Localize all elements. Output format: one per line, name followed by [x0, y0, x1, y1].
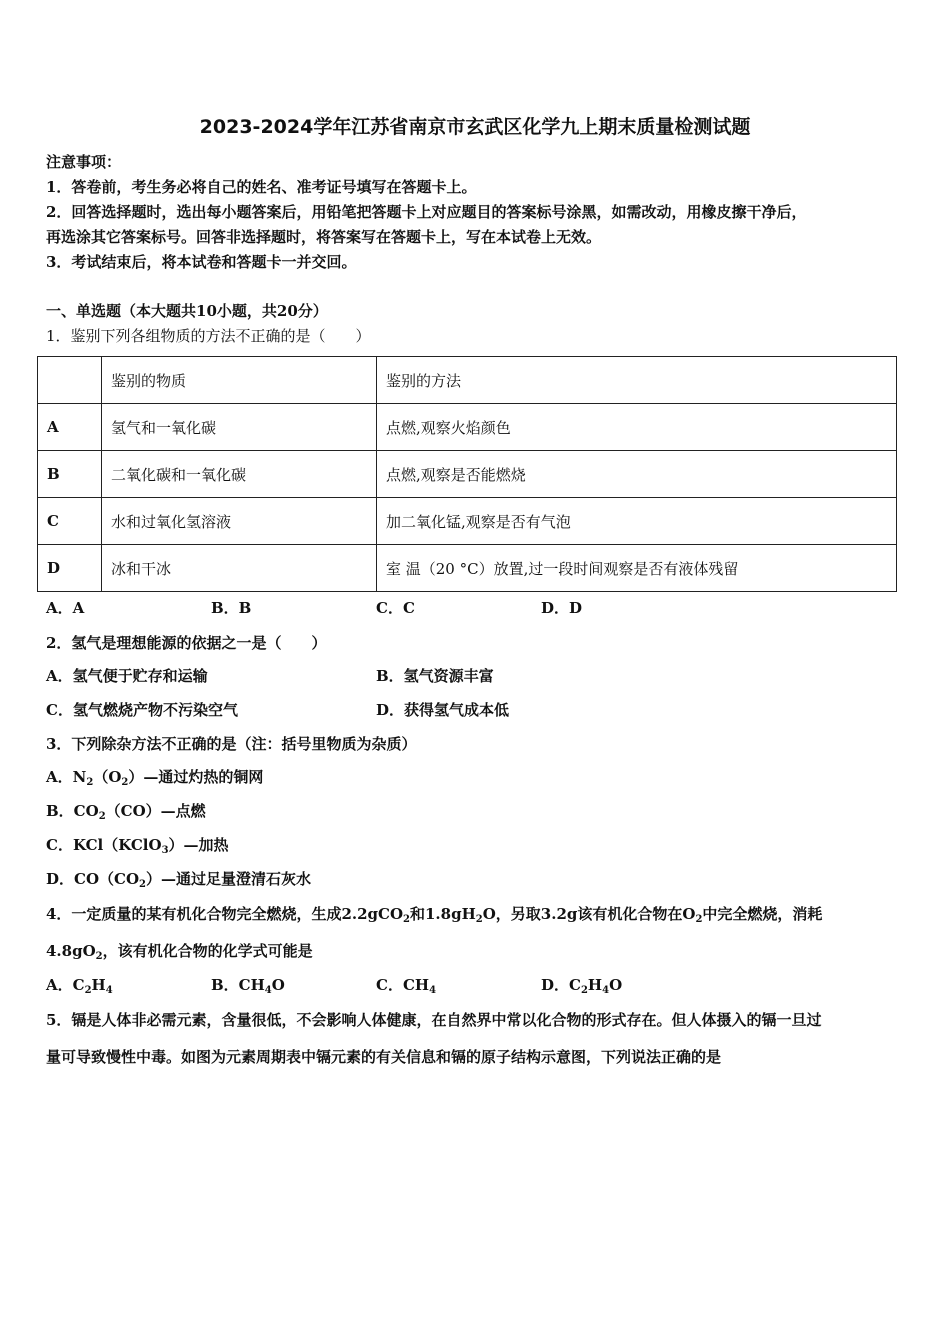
subscript: 2 [695, 914, 703, 925]
question-5-stem-line1: 5．镉是人体非必需元素，含量很低，不会影响人体健康，在自然界中常以化合物的形式存在。但人体摄入的镉一旦过 [46, 1011, 822, 1029]
table-cell [38, 357, 102, 404]
subscript: 2 [403, 914, 410, 925]
q3-option-b[interactable] [46, 801, 206, 821]
table-header-cell: 鉴别的方法 [377, 357, 897, 404]
formula-text: （O [93, 768, 122, 786]
table-cell: C [38, 498, 102, 545]
page-title: 2023-2024学年江苏省南京市玄武区化学九上期末质量检测试题 [199, 116, 751, 138]
subscript: 2 [139, 879, 146, 890]
question-3-stem: 3．下列除杂方法不正确的是（注：括号里物质为杂质） [46, 735, 417, 753]
table-row [38, 545, 897, 592]
table-row [38, 498, 897, 545]
subscript: 3 [161, 845, 169, 856]
formula-text: ）—通过足量澄清石灰水 [146, 870, 312, 888]
table-cell: 室 温（20 °C）放置,过一段时间观察是否有液体残留 [377, 545, 897, 592]
table-cell: 二氧化碳和一氧化碳 [102, 451, 377, 498]
stem-text: 和1.8gH [410, 905, 476, 923]
table-header-cell: 鉴别的物质 [102, 357, 377, 404]
q3-option-a[interactable] [46, 767, 263, 787]
subscript: 2 [86, 777, 94, 788]
subscript: 4 [602, 985, 610, 996]
formula-text: H [587, 976, 603, 994]
formula-text: O [271, 976, 285, 994]
notice-item: 1．答卷前，考生务必将自己的姓名、准考证号填写在答题卡上。 [46, 178, 477, 196]
formula-text: D．C [541, 976, 581, 994]
stem-text: 中完全燃烧，消耗 [702, 905, 823, 923]
question-1-stem: 1．鉴别下列各组物质的方法不正确的是（ ） [46, 327, 371, 345]
q2-option-b[interactable]: B．氢气资源丰富 [376, 667, 494, 685]
table-cell: 点燃,观察是否能燃烧 [377, 451, 897, 498]
formula-text: A．N [46, 768, 87, 786]
q2-option-c[interactable]: C．氢气燃烧产物不污染空气 [46, 701, 238, 719]
subscript: 2 [475, 914, 483, 925]
formula-text: A．C [46, 976, 85, 994]
stem-text: 4.8gO [46, 942, 96, 960]
subscript: 2 [84, 985, 92, 996]
formula-text: （CO）—点燃 [105, 802, 206, 820]
q1-option-b[interactable]: B．B [211, 599, 252, 617]
question-4-stem-line1 [46, 904, 822, 924]
table-cell: D [38, 545, 102, 592]
question-5-stem-line2: 量可导致慢性中毒。如图为元素周期表中镉元素的有关信息和镉的原子结构示意图，下列说法正确的是 [46, 1048, 722, 1066]
table-header-row [38, 357, 897, 404]
q1-option-d[interactable]: D．D [541, 599, 583, 617]
subscript: 2 [95, 951, 103, 962]
formula-text: ）—加热 [168, 836, 229, 854]
q3-option-c[interactable] [46, 835, 229, 855]
subscript: 2 [98, 811, 106, 822]
table-cell: B [38, 451, 102, 498]
table-cell: 冰和干冰 [102, 545, 377, 592]
table-cell: 加二氧化锰,观察是否有气泡 [377, 498, 897, 545]
formula-text: ）—通过灼热的铜网 [128, 768, 264, 786]
q4-option-d[interactable] [541, 975, 622, 995]
formula-text: B．CH [211, 976, 265, 994]
subscript: 2 [121, 777, 129, 788]
formula-text: B．CO [46, 802, 99, 820]
subscript: 2 [580, 985, 588, 996]
notice-item: 再选涂其它答案标号。回答非选择题时，将答案写在答题卡上，写在本试卷上无效。 [46, 228, 602, 246]
subscript: 4 [105, 985, 113, 996]
table-cell: 氢气和一氧化碳 [102, 404, 377, 451]
q2-option-a[interactable]: A．氢气便于贮存和运输 [46, 667, 208, 685]
q3-option-d[interactable] [46, 869, 311, 889]
subscript: 4 [429, 985, 437, 996]
question-2-stem: 2．氢气是理想能源的依据之一是（ ） [46, 634, 327, 652]
stem-text: 4．一定质量的某有机化合物完全燃烧，生成2.2gCO [46, 905, 404, 923]
q1-option-a[interactable]: A．A [46, 599, 85, 617]
notice-item: 2．回答选择题时，选出每小题答案后，用铅笔把答题卡上对应题目的答案标号涂黑，如需改动，用橡皮擦干净后， [46, 203, 807, 221]
formula-text: C．CH [376, 976, 430, 994]
q4-option-b[interactable] [211, 975, 285, 995]
table-row [38, 451, 897, 498]
question-1-table [37, 356, 897, 592]
q4-option-a[interactable] [46, 975, 113, 995]
table-row [38, 404, 897, 451]
stem-text: ，该有机化合物的化学式可能是 [102, 942, 313, 960]
subscript: 4 [264, 985, 272, 996]
formula-text: O [609, 976, 623, 994]
notice-item: 3．考试结束后，将本试卷和答题卡一并交回。 [46, 253, 357, 271]
formula-text: C．KCl（KClO [46, 836, 162, 854]
q2-option-d[interactable]: D．获得氢气成本低 [376, 701, 510, 719]
notice-heading: 注意事项： [46, 153, 122, 171]
formula-text: D．CO（CO [46, 870, 140, 888]
section-heading: 一、单选题（本大题共10小题，共20分） [46, 302, 328, 320]
table-cell: 水和过氧化氢溶液 [102, 498, 377, 545]
formula-text: H [91, 976, 106, 994]
question-4-stem-line2 [46, 941, 313, 961]
table-cell: 点燃,观察火焰颜色 [377, 404, 897, 451]
q1-option-c[interactable]: C．C [376, 599, 415, 617]
q4-option-c[interactable] [376, 975, 436, 995]
table-cell: A [38, 404, 102, 451]
stem-text: O，另取3.2g该有机化合物在O [482, 905, 696, 923]
